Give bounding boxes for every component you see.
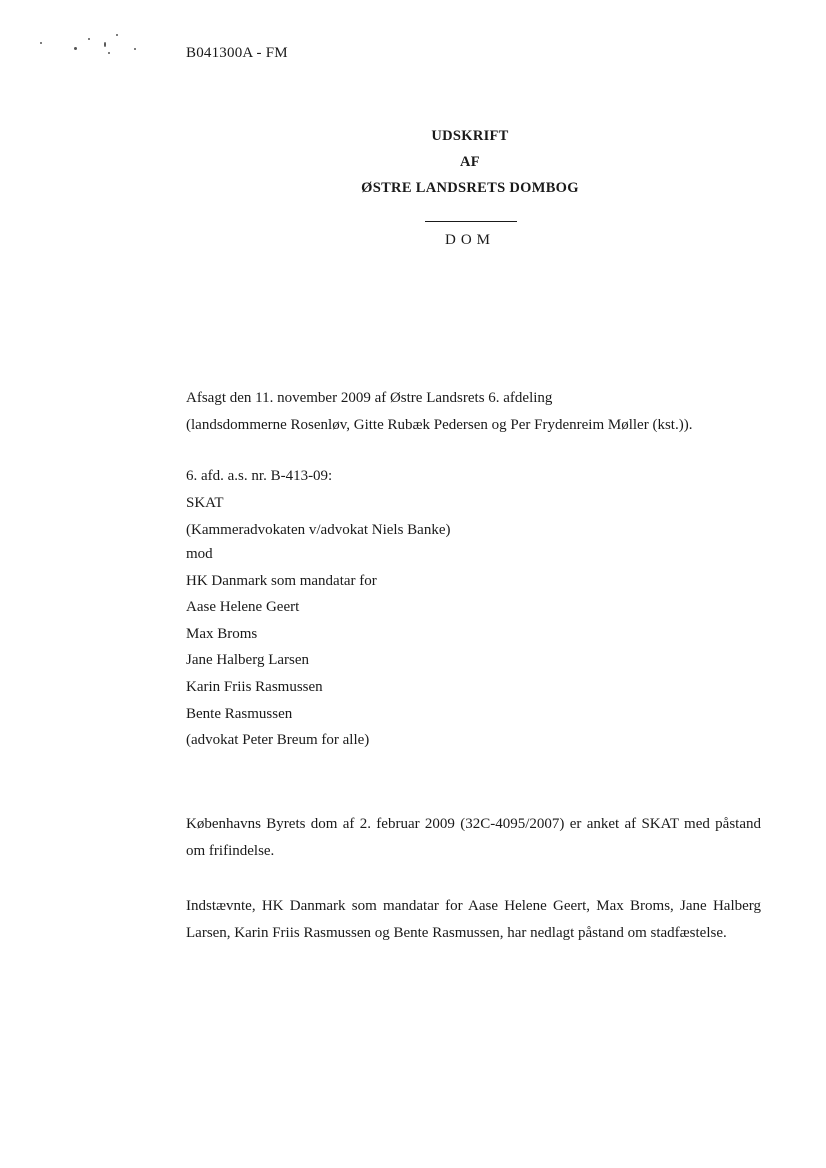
respondent-name: Bente Rasmussen (186, 706, 293, 722)
title-divider (425, 221, 517, 222)
title-line-af: AF (460, 154, 480, 170)
intro-line-1: Afsagt den 11. november 2009 af Østre Landsrets 6. afdeling (186, 390, 553, 406)
respondent-name: Aase Helene Geert (186, 599, 300, 615)
respondent-name: Karin Friis Rasmussen (186, 679, 323, 695)
appellant-counsel: (Kammeradvokaten v/advokat Niels Banke) (186, 522, 451, 538)
versus: mod (186, 546, 213, 562)
title-line-court: ØSTRE LANDSRETS DOMBOG (361, 180, 579, 196)
respondent-name: Jane Halberg Larsen (186, 652, 310, 668)
appellant: SKAT (186, 495, 224, 511)
document-type: DOM (444, 232, 495, 248)
respondent-name: Max Broms (186, 626, 258, 642)
intro-line-2: (landsdommerne Rosenløv, Gitte Rubæk Pedersen og Per Frydenreim Møller (kst.)). (186, 417, 693, 433)
respondents-intro: HK Danmark som mandatar for (186, 573, 377, 589)
title-line-udskrift: UDSKRIFT (431, 128, 509, 144)
scan-specks (36, 34, 146, 64)
respondents-counsel: (advokat Peter Breum for alle) (186, 732, 370, 748)
case-number: 6. afd. a.s. nr. B-413-09: (186, 468, 333, 484)
body-paragraph-2: Indstævnte, HK Danmark som mandatar for Aase Helene Geert, Max Broms, Jane Halberg Larsen, Karin Friis Rasmussen og Bente Rasmussen, har nedlagt påstand om stadfæstelse. (186, 898, 761, 941)
body-paragraph-1: Københavns Byrets dom af 2. februar 2009 (32C-4095/2007) er anket af SKAT med påstand om frifindelse. (186, 816, 761, 859)
document-reference: B041300A - FM (186, 45, 288, 61)
